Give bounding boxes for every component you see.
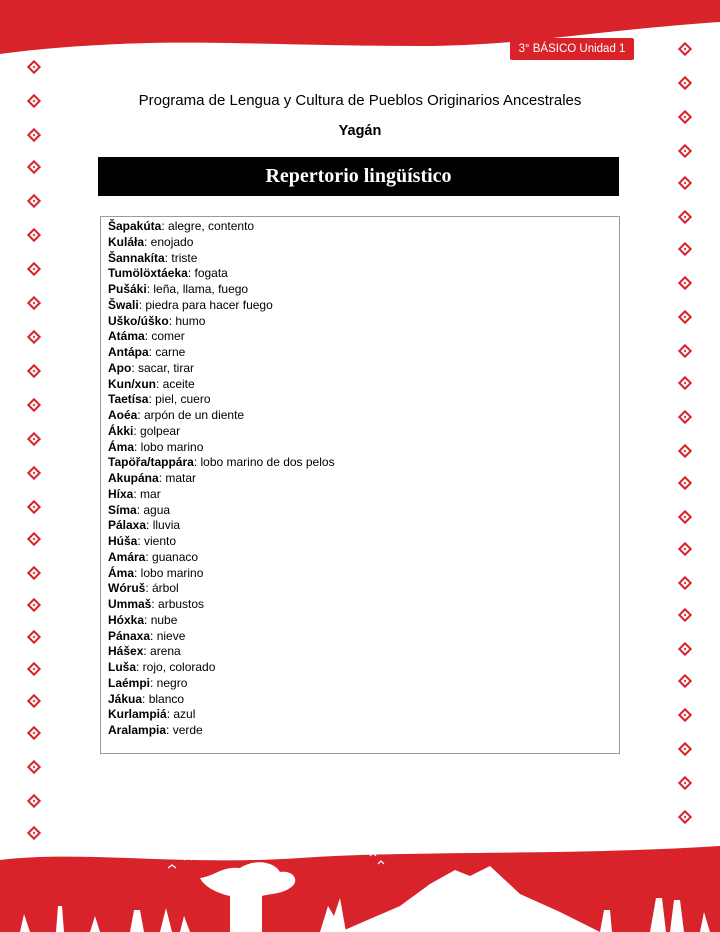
diamond-ornament-icon: [678, 344, 692, 358]
vocabulary-meaning: : lluvia: [146, 518, 181, 533]
vocabulary-meaning: : piedra para hacer fuego: [138, 297, 273, 312]
diamond-ornament-icon: [27, 432, 41, 446]
vocabulary-item: [108, 251, 619, 267]
diamond-ornament-icon: [27, 194, 41, 208]
diamond-ornament-icon: [678, 776, 692, 790]
vocabulary-term: Amára: [108, 549, 146, 564]
vocabulary-term: Síma: [108, 502, 137, 517]
diamond-ornament-icon: [27, 500, 41, 514]
vocabulary-meaning: : nieve: [150, 628, 186, 643]
section-header-bar: [98, 157, 619, 196]
vocabulary-item: [108, 440, 619, 456]
vocabulary-meaning: : lobo marino: [134, 565, 204, 580]
vocabulary-item: [108, 377, 619, 393]
vocabulary-meaning: : arbustos: [151, 597, 205, 611]
diamond-ornament-icon: [27, 262, 41, 276]
diamond-ornament-icon: [678, 674, 692, 688]
vocabulary-term: Luša: [108, 660, 137, 674]
vocabulary-meaning: : blanco: [142, 691, 185, 706]
vocabulary-item: [108, 707, 619, 723]
diamond-ornament-icon: [678, 410, 692, 424]
vocabulary-item: [108, 660, 619, 676]
section-title: Repertorio lingüístico: [265, 165, 452, 187]
vocabulary-meaning: : lobo marino de dos pelos: [193, 455, 335, 470]
vocabulary-item: [108, 566, 619, 582]
vocabulary-meaning: : agua: [136, 502, 171, 517]
vocabulary-meaning: : arena: [143, 644, 181, 659]
vocabulary-term: Laémpi: [108, 675, 151, 690]
vocabulary-item: [108, 424, 619, 440]
vocabulary-meaning: : guanaco: [145, 549, 199, 564]
vocabulary-meaning: : viento: [137, 534, 177, 548]
vocabulary-meaning: : comer: [144, 329, 185, 344]
diamond-ornament-icon: [27, 726, 41, 740]
diamond-ornament-icon: [27, 160, 41, 174]
vocabulary-term: Apo: [108, 360, 132, 375]
vocabulary-meaning: : azul: [166, 707, 196, 722]
diamond-ornament-icon: [678, 376, 692, 390]
vocabulary-item: [108, 503, 619, 519]
diamond-ornament-icon: [27, 532, 41, 546]
vocabulary-meaning: : enojado: [144, 234, 194, 249]
vocabulary-meaning: : piel, cuero: [148, 392, 211, 407]
vocabulary-item: [108, 345, 619, 361]
diamond-ornament-icon: [27, 60, 41, 74]
diamond-ornament-icon: [678, 810, 692, 824]
vocabulary-term: Aoéa: [108, 408, 138, 422]
vocabulary-term: Ummaš: [108, 597, 152, 611]
vocabulary-term: Taetísa: [108, 392, 149, 407]
bottom-landscape-art: [0, 836, 720, 932]
vocabulary-item: [108, 550, 619, 566]
vocabulary-list: [108, 219, 619, 739]
diamond-ornament-icon: [27, 296, 41, 310]
vocabulary-term: Kuláła: [108, 234, 145, 249]
vocabulary-term: Šapakúta: [108, 219, 162, 233]
diamond-ornament-icon: [27, 330, 41, 344]
diamond-ornament-icon: [27, 228, 41, 242]
diamond-ornament-icon: [678, 608, 692, 622]
diamond-ornament-icon: [27, 364, 41, 378]
diamond-ornament-icon: [27, 662, 41, 676]
vocabulary-item: [108, 266, 619, 282]
vocabulary-meaning: : humo: [168, 313, 206, 328]
diamond-ornament-icon: [678, 476, 692, 490]
vocabulary-term: Húša: [108, 534, 138, 548]
grade-unit-badge: 3° BÁSICO Unidad 1: [510, 38, 634, 60]
vocabulary-box: [100, 216, 620, 754]
vocabulary-term: Tumölöxtáeka: [108, 266, 188, 281]
vocabulary-item: [108, 235, 619, 251]
vocabulary-meaning: : matar: [158, 471, 197, 485]
vocabulary-term: Pušáki: [108, 282, 147, 296]
diamond-ornament-icon: [678, 210, 692, 224]
diamond-ornament-icon: [678, 576, 692, 590]
vocabulary-item: [108, 597, 619, 613]
vocabulary-item: [108, 298, 619, 314]
vocabulary-item: [108, 282, 619, 298]
vocabulary-meaning: : verde: [166, 723, 203, 737]
vocabulary-item: [108, 408, 619, 424]
vocabulary-term: Pálaxa: [108, 518, 147, 533]
vocabulary-term: Ákki: [108, 423, 134, 438]
vocabulary-meaning: : carne: [148, 345, 186, 359]
vocabulary-meaning: : árbol: [145, 581, 179, 596]
diamond-ornament-icon: [678, 742, 692, 756]
diamond-ornament-icon: [678, 110, 692, 124]
vocabulary-meaning: : arpón de un diente: [137, 408, 245, 422]
vocabulary-item: [108, 329, 619, 345]
vocabulary-meaning: : leña, llama, fuego: [146, 282, 249, 296]
diamond-ornament-icon: [27, 630, 41, 644]
vocabulary-term: Uško/úško: [108, 313, 169, 328]
vocabulary-item: [108, 471, 619, 487]
vocabulary-item: [108, 676, 619, 692]
vocabulary-item: [108, 392, 619, 408]
vocabulary-term: Šannakíta: [108, 250, 165, 265]
vocabulary-term: Kurlampiá: [108, 707, 167, 722]
vocabulary-item: [108, 629, 619, 645]
vocabulary-meaning: : lobo marino: [134, 439, 204, 454]
vocabulary-term: Áma: [108, 565, 135, 580]
vocabulary-term: Šwali: [108, 297, 139, 312]
vocabulary-item: [108, 644, 619, 660]
vocabulary-item: [108, 361, 619, 377]
vocabulary-meaning: : aceite: [156, 376, 195, 391]
language-title: Yagán: [338, 123, 382, 139]
vocabulary-item: [108, 581, 619, 597]
vocabulary-term: Hášex: [108, 644, 144, 659]
vocabulary-item: [108, 455, 619, 471]
diamond-ornament-icon: [678, 144, 692, 158]
vocabulary-meaning: : fogata: [187, 266, 228, 281]
vocabulary-term: Akupána: [108, 471, 159, 485]
diamond-ornament-icon: [678, 76, 692, 90]
vocabulary-term: Kun/xun: [108, 376, 156, 391]
vocabulary-meaning: : rojo, colorado: [136, 660, 216, 674]
vocabulary-meaning: : alegre, contento: [161, 219, 255, 233]
vocabulary-item: [108, 534, 619, 550]
vocabulary-meaning: : golpear: [133, 423, 181, 438]
vocabulary-item: [108, 723, 619, 739]
program-title: Programa de Lengua y Cultura de Pueblos Originarios Ancestrales: [138, 92, 582, 109]
diamond-ornament-icon: [678, 176, 692, 190]
vocabulary-item: [108, 692, 619, 708]
vocabulary-meaning: : triste: [164, 250, 198, 265]
vocabulary-term: Wóruš: [108, 581, 146, 596]
vocabulary-meaning: : mar: [133, 486, 161, 501]
vocabulary-meaning: : negro: [150, 675, 188, 690]
vocabulary-term: Jákua: [108, 691, 143, 706]
vocabulary-item: [108, 314, 619, 330]
diamond-ornament-icon: [678, 276, 692, 290]
diamond-ornament-icon: [678, 542, 692, 556]
vocabulary-term: Hóxka: [108, 612, 145, 627]
diamond-ornament-icon: [27, 694, 41, 708]
diamond-ornament-icon: [678, 510, 692, 524]
diamond-ornament-icon: [27, 760, 41, 774]
vocabulary-term: Áma: [108, 439, 135, 454]
vocabulary-term: Atáma: [108, 329, 145, 344]
diamond-ornament-icon: [27, 598, 41, 612]
vocabulary-item: [108, 219, 619, 235]
vocabulary-meaning: : nube: [144, 612, 178, 627]
diamond-ornament-icon: [678, 444, 692, 458]
vocabulary-term: Tapöřa/tappára: [108, 455, 194, 470]
vocabulary-term: Aralampia: [108, 723, 167, 737]
vocabulary-term: Híxa: [108, 486, 134, 501]
diamond-ornament-icon: [678, 708, 692, 722]
vocabulary-item: [108, 487, 619, 503]
diamond-ornament-icon: [27, 794, 41, 808]
vocabulary-item: [108, 518, 619, 534]
vocabulary-term: Antápa: [108, 345, 149, 359]
diamond-ornament-icon: [678, 310, 692, 324]
diamond-ornament-icon: [27, 566, 41, 580]
diamond-ornament-icon: [27, 398, 41, 412]
vocabulary-meaning: : sacar, tirar: [131, 360, 195, 375]
diamond-ornament-icon: [27, 466, 41, 480]
diamond-ornament-icon: [678, 642, 692, 656]
vocabulary-item: [108, 613, 619, 629]
diamond-ornament-icon: [678, 242, 692, 256]
vocabulary-term: Pánaxa: [108, 628, 151, 643]
